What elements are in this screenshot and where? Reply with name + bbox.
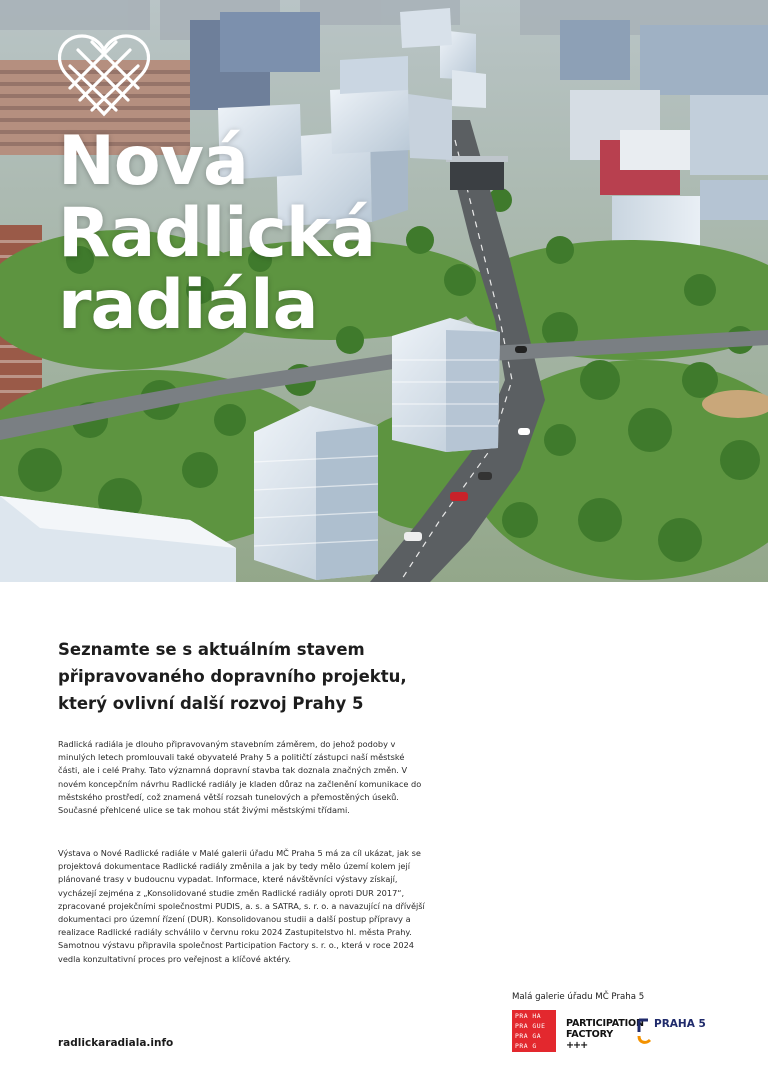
praha-logo-line-2: PRA GUE xyxy=(515,1022,546,1030)
glass-tower-mid xyxy=(392,318,500,452)
praha-city-logo xyxy=(512,1010,556,1052)
lead-line-2: připravovaného dopravního projektu, xyxy=(58,667,407,686)
lead-heading xyxy=(58,636,458,717)
hero-title-line-1: Nová xyxy=(58,122,248,201)
lead-line-1: Seznamte se s aktuálním stavem xyxy=(58,640,365,659)
praha-logo-line-1: PRA HA xyxy=(515,1012,542,1020)
pf-logo-line-2: FACTORY xyxy=(566,1029,614,1040)
gallery-label: Malá galerie úřadu MČ Praha 5 xyxy=(512,992,645,1002)
hero-title-line-2: Radlická xyxy=(58,194,375,273)
paragraph-intro: Radlická radiála je dlouho připravovaným stavebním záměrem, do jehož podoby v minulých letech promlouvali také obyvatelé Prahy 5 a političtí zástupci naší městské části, ale i celé Prahy. Tato významná dopravní stavba tak doznala značných změn. V novém koncepčním návrhu Radlické radiály je kladen důraz na začlenění komunikace do městského prostředí, což znamená větší rozsah tunelových a přemostěných úseků. Současné přehlcené ulice se tak mohou stát živými městskými třídami. xyxy=(58,739,422,816)
participation-factory-logo xyxy=(566,1018,644,1051)
pf-logo-line-1: PARTICIPATION xyxy=(566,1018,644,1029)
hero-title xyxy=(58,122,375,345)
praha-logo-line-4: PRA G xyxy=(515,1042,537,1050)
paragraph-exhibition: Výstava o Nové Radlické radiále v Malé galerii úřadu MČ Praha 5 má za cíl ukázat, jak se projektová dokumentace Radlické radiály změnila a jak by tedy mělo území kolem její plánované trasy v budoucnu vypadat. Informace, které návštěvníci výstavy získají, vycházejí zejména z „Konsolidované studie změn Radlické radiály oproti DUR 2017“, zpracované projekčními společnostmi PUDIS, a. s. a SATRA, s. r. o. a navazující na dřívější dokumentaci pro územní řízení (DUR). Konsolidovanou studii a další postup přípravy a realizace Radlické radiály schválilo v červnu roku 2024 Zastupitelstvo hl. města Prahy. Samotnou výstavu připravila společnost Participation Factory s. r. o., která v roce 2024 vedla konzultativní proces pro veřejnost a klíčové aktéry. xyxy=(58,848,425,964)
lead-line-3: který ovlivní další rozvoj Prahy 5 xyxy=(58,694,364,713)
praha5-logo-text: PRAHA 5 xyxy=(654,1018,706,1030)
website-link[interactable]: radlickaradiala.info xyxy=(58,1037,174,1049)
glass-tower-front xyxy=(254,406,378,580)
hero-title-line-3: radiála xyxy=(58,266,318,345)
pf-logo-line-3: +++ xyxy=(566,1040,588,1051)
heart-lines-icon xyxy=(58,30,150,120)
praha-logo-line-3: PRA GA xyxy=(515,1032,542,1040)
